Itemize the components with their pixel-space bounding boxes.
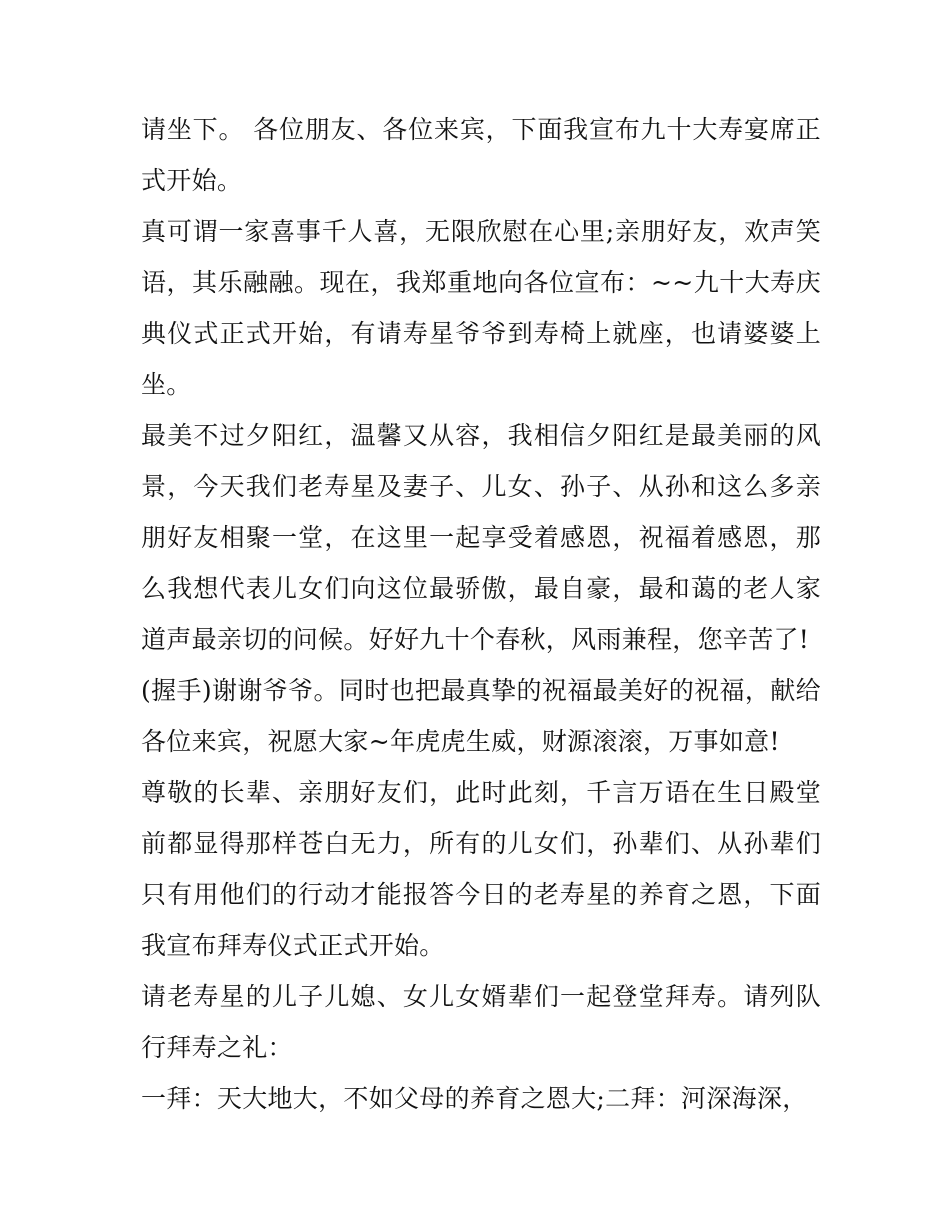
paragraph-6: 请老寿星的儿子儿媳、女儿女婿辈们一起登堂拜寿。请列队行拜寿之礼： (141, 982, 821, 1062)
paragraph-7: 一拜：天大地大，不如父母的养育之恩大;二拜：河深海深， (141, 1084, 808, 1113)
paragraph-1: 请坐下。 各位朋友、各位来宾，下面我宣布九十大寿宴席正式开始。 (141, 115, 821, 195)
paragraph-2: 真可谓一家喜事千人喜，无限欣慰在心里;亲朋好友，欢声笑语，其乐融融。现在，我郑重地向各位宣布：~~九十大寿庆典仪式正式开始，有请寿星爷爷到寿椅上就座，也请婆婆上坐。 (141, 217, 821, 399)
paragraph-4: (握手)谢谢爷爷。同时也把最真挚的祝福最美好的祝福，献给各位来宾，祝愿大家~年虎虎生威，财源滚滚，万事如意! (141, 676, 821, 756)
paragraph-5: 尊敬的长辈、亲朋好友们，此时此刻，千言万语在生日殿堂前都显得那样苍白无力，所有的儿女们，孙辈们、从孙辈们只有用他们的行动才能报答今日的老寿星的养育之恩，下面我宣布拜寿仪式正式开始。 (141, 778, 821, 960)
document-body (141, 104, 821, 1124)
paragraph-3: 最美不过夕阳红，温馨又从容，我相信夕阳红是最美丽的风景，今天我们老寿星及妻子、儿女、孙子、从孙和这么多亲朋好友相聚一堂，在这里一起享受着感恩，祝福着感恩，那么我想代表儿女们向这位最骄傲，最自豪，最和蔼的老人家道声最亲切的问候。好好九十个春秋，风雨兼程，您辛苦了! (141, 421, 821, 654)
